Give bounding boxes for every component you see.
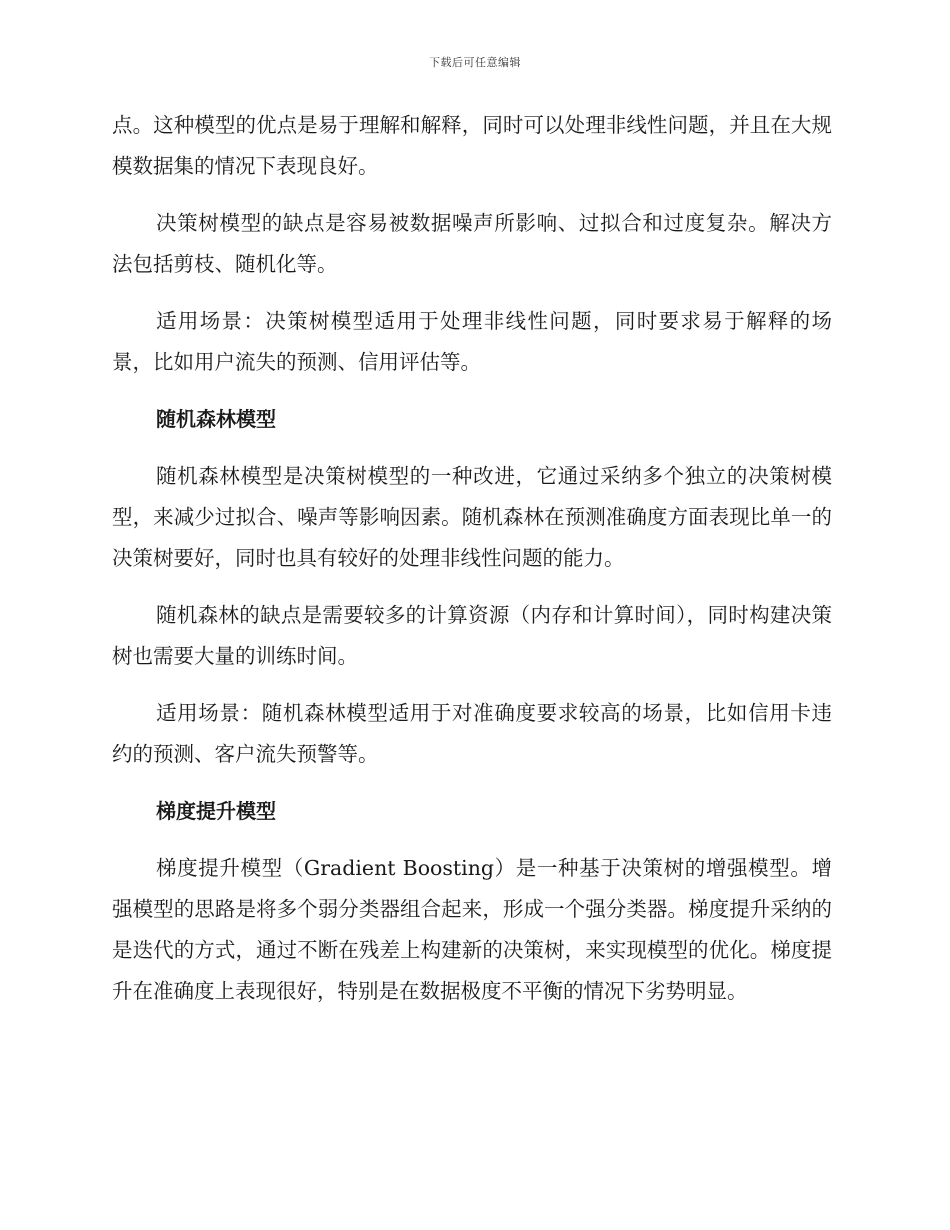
heading-random-forest: 随机森林模型 <box>156 407 276 431</box>
page-header: 下载后可任意编辑 <box>429 56 521 69</box>
paragraph-random-forest-intro: 随机森林模型是决策树模型的一种改进，它通过采纳多个独立的决策树模型，来减少过拟合、噪声等影响因素。随机森林在预测准确度方面表现比单一的决策树要好，同时也具有较好的处理非线性问题的能力。 <box>112 464 832 570</box>
paragraph-decision-tree-disadvantages: 决策树模型的缺点是容易被数据噪声所影响、过拟合和过度复杂。解决方法包括剪枝、随机化等。 <box>112 211 832 276</box>
paragraph-decision-tree-scenarios: 适用场景：决策树模型适用于处理非线性问题，同时要求易于解释的场景，比如用户流失的预测、信用评估等。 <box>112 309 832 374</box>
paragraph-decision-tree-advantages: 点。这种模型的优点是易于理解和解释，同时可以处理非线性问题，并且在大规模数据集的情况下表现良好。 <box>112 113 832 178</box>
paragraph-gradient-boosting-intro: 梯度提升模型（Gradient Boosting）是一种基于决策树的增强模型。增强模型的思路是将多个弱分类器组合起来，形成一个强分类器。梯度提升采纳的是迭代的方式，通过不断在残差上构建新的决策树，来实现模型的优化。梯度提升在准确度上表现很好，特别是在数据极度不平衡的情况下劣势明显。 <box>112 856 832 1003</box>
document-body <box>112 105 832 1028</box>
heading-gradient-boosting: 梯度提升模型 <box>156 799 276 823</box>
paragraph-random-forest-disadvantages: 随机森林的缺点是需要较多的计算资源（内存和计算时间），同时构建决策树也需要大量的训练时间。 <box>112 603 832 668</box>
paragraph-random-forest-scenarios: 适用场景：随机森林模型适用于对准确度要求较高的场景，比如信用卡违约的预测、客户流失预警等。 <box>112 701 832 766</box>
